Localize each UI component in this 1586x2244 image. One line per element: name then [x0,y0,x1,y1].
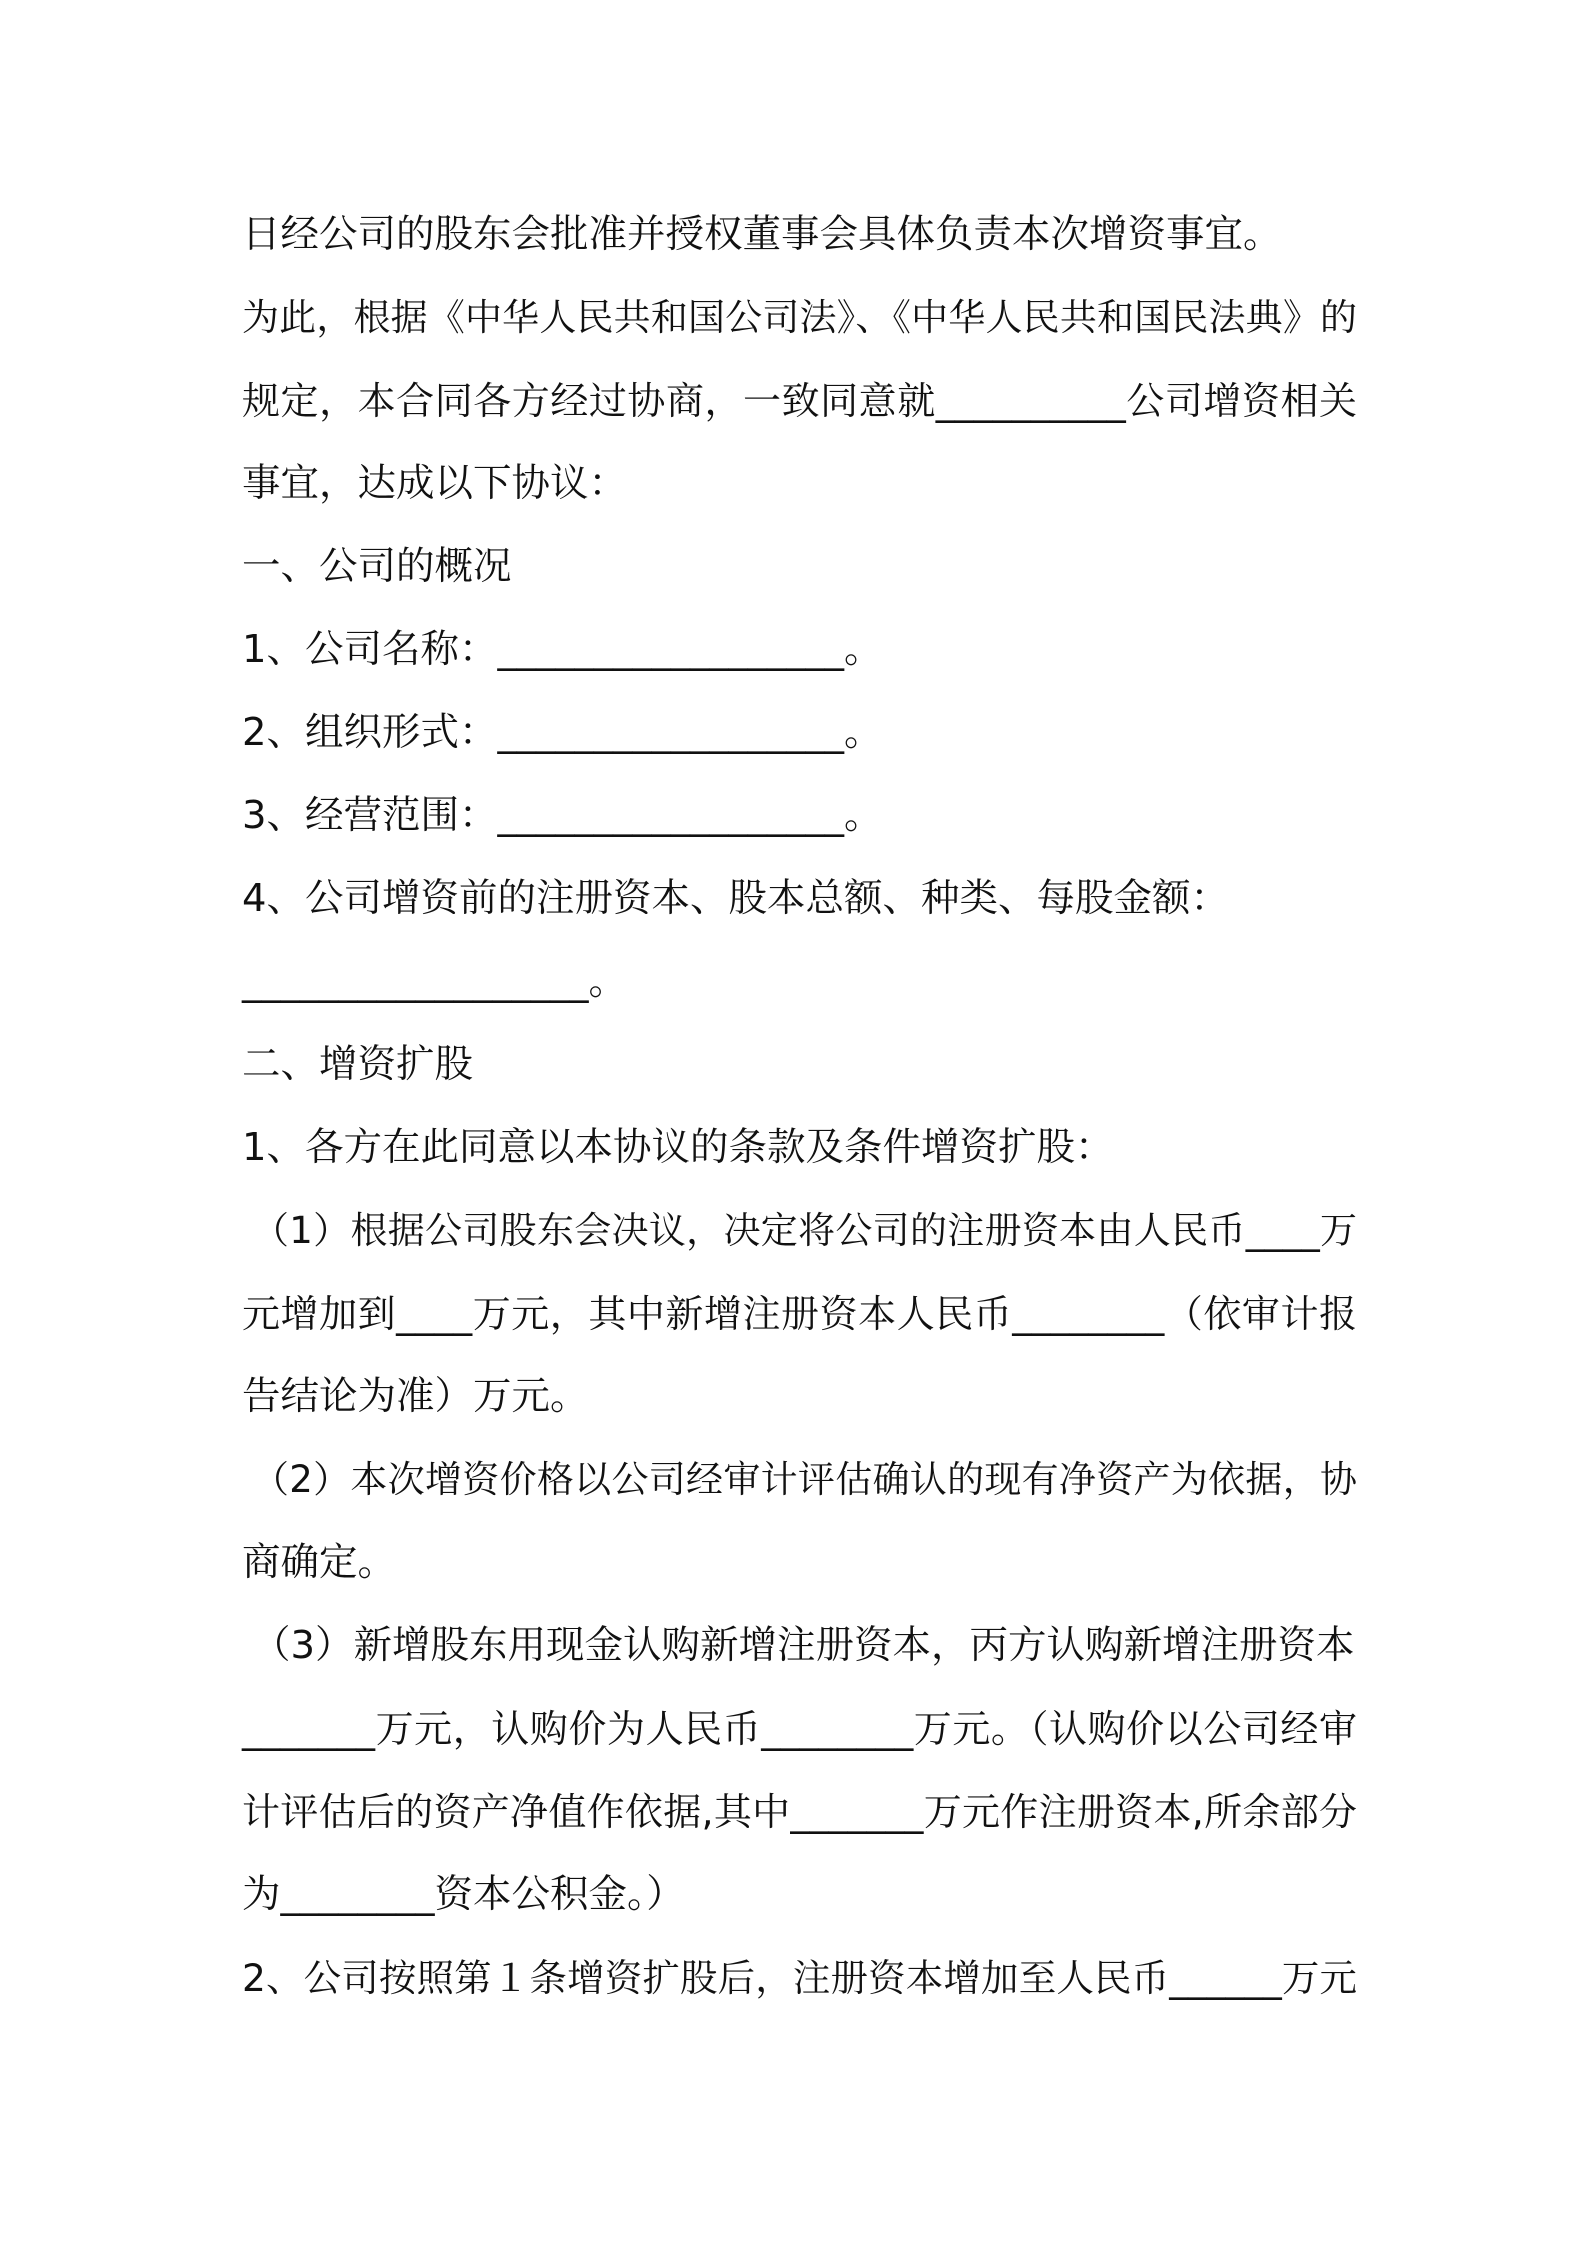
paragraph-line: 日经公司的股东会批准并授权董事会具体负责本次增资事宜。 [242,212,1282,257]
paragraph-line: 告结论为准）万元。 [242,1374,589,1419]
list-item: 2、组织形式：__________________。 [242,710,883,755]
section-heading-1: 一、公司的概况 [242,544,512,589]
list-item: 4、公司增资前的注册资本、股本总额、种类、每股金额： [242,876,1229,921]
paragraph-line: 规定，本合同各方经过协商，一致同意就__________公司增资相关 [242,379,1357,423]
paragraph-line: _______万元，认购价为人民币________万元。（认购价以公司经审 [242,1707,1357,1751]
paragraph-line: 计评估后的资产净值作依据,其中_______万元作注册资本,所余部分 [242,1790,1357,1834]
list-item: 2、公司按照第１条增资扩股后，注册资本增加至人民币______万元 [242,1956,1357,2000]
list-item: 3、经营范围：__________________。 [242,793,883,838]
fill-in-blank: __________________。 [242,959,628,1004]
paragraph-line: （1）根据公司股东会决议，决定将公司的注册资本由人民币____万 [252,1209,1357,1252]
list-item: 1、公司名称：__________________。 [242,627,883,672]
list-item: 1、各方在此同意以本协议的条款及条件增资扩股： [242,1125,1114,1170]
section-heading-2: 二、增资扩股 [242,1042,474,1087]
paragraph-line: （2）本次增资价格以公司经审计评估确认的现有净资产为依据，协 [252,1458,1357,1501]
paragraph-line: 事宜，达成以下协议： [242,461,628,506]
paragraph-line: 商确定。 [242,1540,397,1585]
paragraph-line: 元增加到____万元，其中新增注册资本人民币________（依审计报 [242,1292,1357,1336]
paragraph-line: （3）新增股东用现金认购新增注册资本，丙方认购新增注册资本 [252,1623,1355,1668]
paragraph-line: 为此，根据《中华人民共和国公司法》、《中华人民共和国民法典》的 [242,296,1357,339]
paragraph-line: 为________资本公积金。） [242,1872,685,1917]
